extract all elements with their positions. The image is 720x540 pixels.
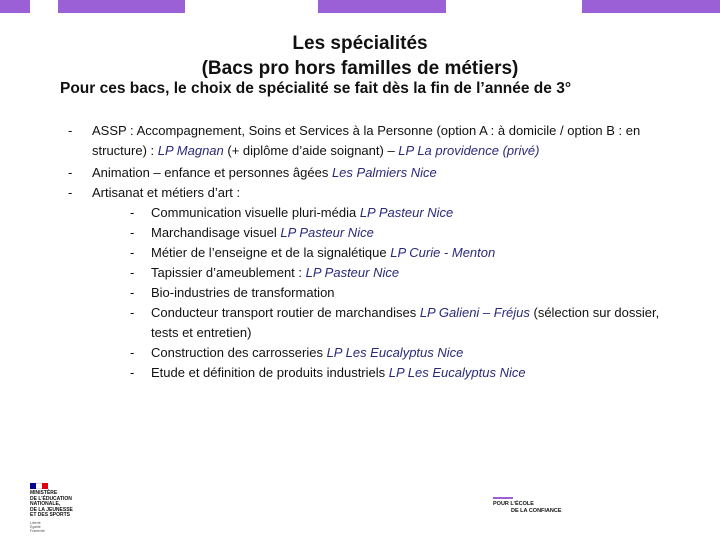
- item-text: Animation – enfance et personnes âgées: [92, 165, 332, 180]
- school-name: LP Pasteur Nice: [359, 205, 454, 220]
- bullet-dash: -: [68, 185, 73, 200]
- item-text: Artisanat et métiers d’art :: [92, 185, 241, 200]
- item-text-mid: (+ diplôme d’aide soignant) –: [223, 143, 399, 158]
- list-item-assp: [0, 121, 682, 161]
- school-name: Les Palmiers Nice: [331, 165, 437, 180]
- sub-item-text: Construction des carrosseries: [151, 345, 327, 360]
- republic-motto: Liberté Égalité Fraternité: [30, 520, 45, 533]
- sub-item-text: Etude et définition de produits industriels: [151, 365, 389, 380]
- title-line-2: (Bacs pro hors familles de métiers): [201, 58, 519, 79]
- bullet-dash: -: [130, 365, 135, 380]
- list-item-animation: [0, 163, 682, 183]
- school-name: LP Galieni – Fréjus: [419, 305, 530, 320]
- title-line-1: Les spécialités: [292, 33, 428, 54]
- ministry-name: MINISTÈRE DE L’ÉDUCATION NATIONALE, DE LA JEUNESSE ET DES SPORTS: [30, 490, 73, 518]
- sub-item-marchandisage: [0, 223, 661, 243]
- sub-item-text: Communication visuelle pluri-média: [151, 205, 360, 220]
- sub-item-text: Conducteur transport routier de marchandises: [151, 305, 420, 320]
- bullet-dash: -: [130, 285, 135, 300]
- bullet-dash: -: [130, 305, 135, 320]
- sub-item-enseigne: [0, 243, 661, 263]
- sub-item-carrosseries: [0, 343, 661, 363]
- school-name: LP La providence (privé): [398, 143, 540, 158]
- top-tab-2: [58, 0, 185, 13]
- logo-line-2: DE LA CONFIANCE: [511, 507, 562, 514]
- bullet-dash: -: [68, 165, 73, 180]
- bullet-dash: -: [130, 265, 135, 280]
- sub-item-bio-industries: [0, 283, 661, 303]
- school-name: LP Curie - Menton: [390, 245, 496, 260]
- school-name: LP Magnan: [157, 143, 224, 158]
- sub-item-text: Bio-industries de transformation: [151, 285, 335, 300]
- item-text: ASSP : Accompagnement, Soins et Services à la Personne (option A : à domicile / option B : en structure) :: [92, 123, 641, 158]
- top-tab-1: [0, 0, 30, 13]
- french-flag-icon: [30, 483, 48, 489]
- sub-item-communication: [0, 203, 661, 223]
- school-name: LP Pasteur Nice: [280, 225, 374, 240]
- sub-item-text: Marchandisage visuel: [151, 225, 281, 240]
- ministry-logo: [30, 483, 100, 533]
- school-name: LP Les Eucalyptus Nice: [326, 345, 464, 360]
- intro-text: Pour ces bacs, le choix de spécialité se fait dès la fin de l’année de 3°: [60, 80, 572, 97]
- sub-item-tapissier: [0, 263, 661, 283]
- school-name: LP Les Eucalyptus Nice: [388, 365, 526, 380]
- top-tab-3: [318, 0, 446, 13]
- logo-line-1: POUR L’ÉCOLE: [493, 501, 534, 507]
- bullet-dash: -: [130, 345, 135, 360]
- list-item-artisanat: [0, 183, 682, 203]
- bullet-dash: -: [130, 205, 135, 220]
- sub-item-conducteur: [0, 303, 661, 343]
- top-tab-4: [582, 0, 720, 13]
- slide-title: [0, 31, 720, 81]
- bullet-dash: -: [130, 225, 135, 240]
- sub-item-after: (sélection sur dossier, tests et entretien): [151, 305, 660, 340]
- accent-mark: [493, 497, 513, 499]
- bullet-dash: -: [68, 123, 73, 138]
- specialties-list: [0, 121, 720, 383]
- sub-item-text: Tapissier d’ameublement :: [151, 265, 306, 280]
- sub-item-etude: [0, 363, 661, 383]
- school-name: LP Pasteur Nice: [305, 265, 400, 280]
- ecole-confiance-logo: [493, 497, 583, 514]
- sub-item-text: Métier de l’enseigne et de la signalétique: [151, 245, 391, 260]
- bullet-dash: -: [130, 245, 135, 260]
